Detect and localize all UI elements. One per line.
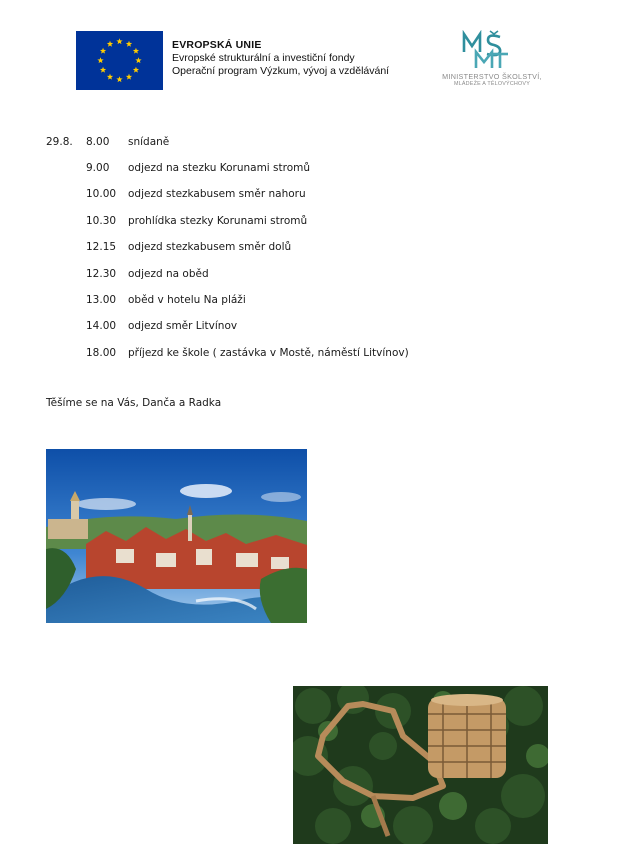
schedule-time: 8.00 bbox=[86, 136, 110, 148]
schedule-date: 29.8. bbox=[46, 136, 73, 148]
eu-title: EVROPSKÁ UNIE bbox=[172, 39, 262, 51]
eu-flag-logo bbox=[76, 31, 163, 90]
treetop-walkway-photo bbox=[293, 686, 548, 844]
schedule-activity: odjezd směr Litvínov bbox=[128, 320, 238, 332]
ministry-line-1: MINISTERSTVO ŠKOLSTVÍ, bbox=[442, 72, 542, 81]
schedule-activity: odjezd na stezku Korunami stromů bbox=[128, 162, 311, 174]
town-river-photo bbox=[46, 449, 307, 623]
schedule-time: 10.00 bbox=[86, 188, 117, 200]
schedule-activity: oběd v hotelu Na pláži bbox=[128, 294, 246, 306]
schedule-activity: snídaně bbox=[128, 136, 170, 148]
schedule-activity: odjezd na oběd bbox=[128, 268, 209, 280]
schedule-time: 13.00 bbox=[86, 294, 117, 306]
schedule-activity: odjezd stezkabusem směr dolů bbox=[128, 241, 292, 253]
schedule-time: 12.30 bbox=[86, 268, 117, 280]
eu-funding-text bbox=[172, 39, 389, 78]
schedule-time: 12.15 bbox=[86, 241, 117, 253]
schedule-activity: prohlídka stezky Korunami stromů bbox=[128, 215, 308, 227]
schedule-activity: příjezd ke škole ( zastávka v Mostě, náměstí Litvínov) bbox=[128, 347, 409, 359]
eu-programme-line: Operační program Výzkum, vývoj a vzdělávání bbox=[172, 65, 390, 77]
ministry-line-2: MLÁDEŽE A TĚLOVÝCHOVY bbox=[454, 81, 530, 87]
schedule-time: 10.30 bbox=[86, 215, 117, 227]
eu-funds-line: Evropské strukturální a investiční fondy bbox=[172, 52, 355, 64]
closing-greeting: Těšíme se na Vás, Danča a Radka bbox=[46, 397, 222, 409]
schedule-time: 14.00 bbox=[86, 320, 117, 332]
schedule-time: 18.00 bbox=[86, 347, 117, 359]
ministry-name bbox=[432, 72, 552, 87]
schedule-time: 9.00 bbox=[86, 162, 110, 174]
schedule-activity: odjezd stezkabusem směr nahoru bbox=[128, 188, 306, 200]
